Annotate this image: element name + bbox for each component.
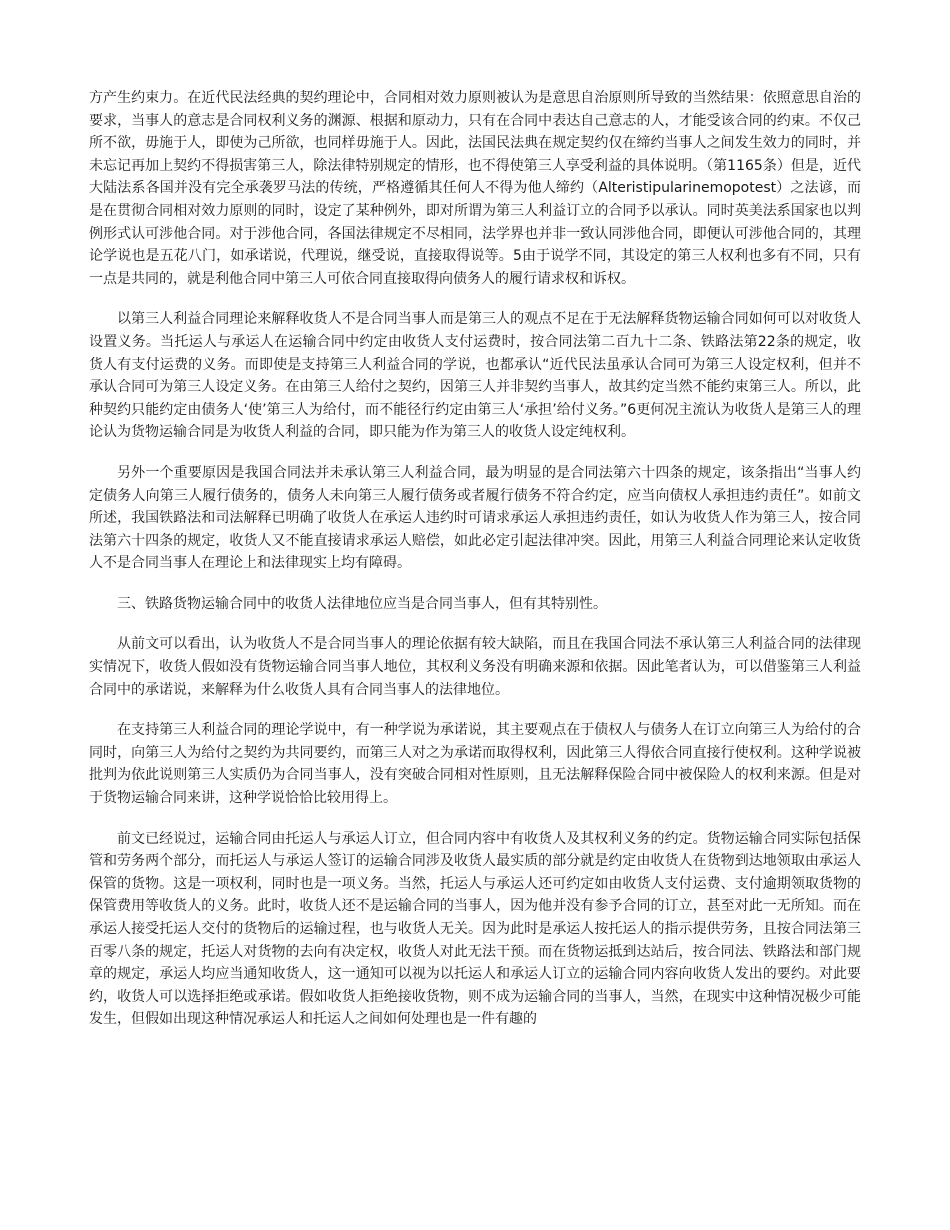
paragraph-3: 另外一个重要原因是我国合同法并未承认第三人利益合同，最为明显的是合同法第六十四条的规定，该条指出“当事人约定债务人向第三人履行债务的，债务人未向第三人履行债务或者履行债务不符合约定，应当向债权人承担违约责任”。如前文所述，我国铁路法和司法解释已明确了收货人在承运人违约时可请求承运人承担违约责任，如认为收货人作为第三人，按合同法第六十四条的规定，收货人又不能直接请求承运人赔偿，如此必定引起法律冲突。因此，用第三人利益合同理论来认定收货人不是合同当事人在理论上和法律现实上均有障碍。 [89,464,861,572]
paragraph-2: 以第三人利益合同理论来解释收货人不是合同当事人而是第三人的观点不足在于无法解释货物运输合同如何可以对收货人设置义务。当托运人与承运人在运输合同中约定由收货人支付运费时，按合同法第二百九十二条、铁路法第22条的规定，收货人有支付运费的义务。而即使是支持第三人利益合同的学说，也都承认“近代民法虽承认合同可为第三人设定权利，但并不承认合同可为第三人设定义务。在由第三人给付之契约，因第三人并非契约当事人，故其约定当然不能约束第三人。所以，此种契约只能约定由债务人‘使’第三人为给付，而不能径行约定由第三人‘承担’给付义务。”6更何况主流认为收货人是第三人的理论认为货物运输合同是为收货人利益的合同，即只能为作为第三人的收货人设定纯权利。 [89,311,861,441]
section-heading: 三、铁路货物运输合同中的收货人法律地位应当是合同当事人，但有其特别性。 [117,595,607,612]
paragraph-5: 从前文可以看出，认为收货人不是合同当事人的理论依据有较大缺陷，而且在我国合同法不承认第三人利益合同的法律现实情况下，收货人假如没有货物运输合同当事人地位，其权利义务没有明确来源和依据。因此笔者认为，可以借鉴第三人利益合同中的承诺说，来解释为什么收货人具有合同当事人的法律地位。 [89,636,861,698]
paragraph-1: 方产生约束力。在近代民法经典的契约理论中，合同相对效力原则被认为是意思自治原则所导致的当然结果：依照意思自治的要求，当事人的意志是合同权利义务的渊源、根据和原动力，只有在合同中表达自己意志的人，才能受该合同的约束。不仅己所不欲，毋施于人，即使为己所欲，也同样毋施于人。因此，法国民法典在规定契约仅在缔约当事人之间发生效力的同时，并未忘记再加上契约不得损害第三人，除法律特别规定的情形，也不得使第三人享受利益的具体说明。（第1165条）但是，近代大陆法系各国并没有完全承袭罗马法的传统，严格遵循其任何人不得为他人缔约（Alteristipularinemopotest）之法谚，而是在贯彻合同相对效力原则的同时，设定了某种例外，即对所谓为第三人利益订立的合同予以承认。同时英美法系国家也以判例形式认可涉他合同。对于涉他合同，各国法律规定不尽相同，法学界也并非一致认同涉他合同，即便认可涉他合同的，其理论学说也是五花八门，如承诺说，代理说，继受说，直接取得说等。5由于说学不同，其设定的第三人权利也多有不同，只有一点是共同的，就是利他合同中第三人可依合同直接取得向债务人的履行请求权和诉权。 [89,90,861,287]
paragraph-6: 在支持第三人利益合同的理论学说中，有一种学说为承诺说，其主要观点在于债权人与债务人在订立向第三人为给付的合同时，向第三人为给付之契约为共同要约，而第三人对之为承诺而取得权利，因此第三人得依合同直接行使权利。这种学说被批判为依此说则第三人实质仍为合同当事人，没有突破合同相对性原则，且无法解释保险合同中被保险人的权利来源。但是对于货物运输合同来讲，这种学说恰恰比较用得上。 [89,722,861,807]
paragraph-7: 前文已经说过，运输合同由托运人与承运人订立，但合同内容中有收货人及其权利义务的约定。货物运输合同实际包括保管和劳务两个部分，而托运人与承运人签订的运输合同涉及收货人最实质的部分就是约定由收货人在货物到达地领取由承运人保管的货物。这是一项权利，同时也是一项义务。当然，托运人与承运人还可约定如由收货人支付运费、支付逾期领取货物的保管费用等收货人的义务。此时，收货人还不是运输合同的当事人，因为他并没有参予合同的订立，甚至对此一无所知。而在承运人接受托运人交付的货物后的运输过程，也与收货人无关。因为此时是承运人按托运人的指示提供劳务，且按合同法第三百零八条的规定，托运人对货物的去向有决定权，收货人对此无法干预。而在货物运抵到达站后，按合同法、铁路法和部门规章的规定，承运人均应当通知收货人，这一通知可以视为以托运人和承运人订立的运输合同内容向收货人发出的要约。对此要约，收货人可以选择拒绝或承诺。假如收货人拒绝接收货物，则不成为运输合同的当事人，当然，在现实中这种情况极少可能发生，但假如出现这种情况承运人和托运人之间如何处理也是一件有趣的 [89,830,861,1028]
document-page [89,87,861,1049]
